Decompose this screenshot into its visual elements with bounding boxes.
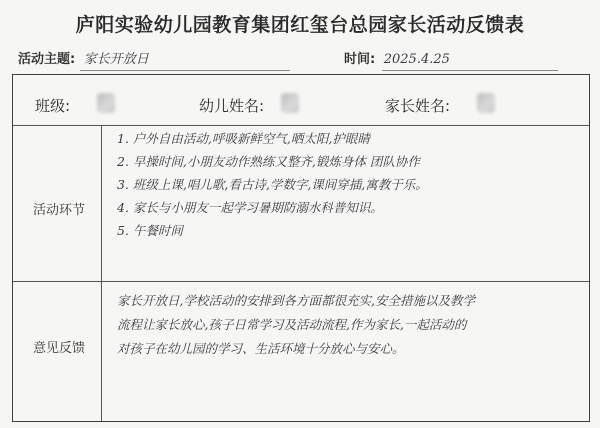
feedback-label: 意见反馈 xyxy=(33,341,86,356)
parent-name-redacted xyxy=(477,93,495,113)
child-name-label: 幼儿姓名: xyxy=(199,97,265,115)
form-table xyxy=(12,74,590,422)
activity-step: 3. 班级上课,唱儿歌,看古诗,学数字,课间穿插,寓教于乐。 xyxy=(117,177,428,192)
activity-theme-field xyxy=(18,48,149,67)
activity-time-value: 2025.4.25 xyxy=(383,52,450,67)
activity-theme-label: 活动主题: xyxy=(18,52,76,67)
activity-steps-label: 活动环节 xyxy=(33,203,86,218)
activity-time-label: 时间: xyxy=(344,52,376,67)
activity-step: 5. 午餐时间 xyxy=(117,223,183,238)
feedback-line: 流程让家长放心,孩子日常学习及活动流程,作为家长,一起活动的 xyxy=(117,317,467,332)
class-value-redacted xyxy=(97,93,115,113)
time-underline xyxy=(382,70,558,71)
feedback-line: 对孩子在幼儿园的学习、生活环境十分放心与安心。 xyxy=(117,341,405,356)
row-divider-2 xyxy=(13,281,589,282)
activity-steps-list xyxy=(117,129,577,244)
feedback-text xyxy=(117,291,581,363)
form-title: 庐阳实验幼儿园教育集团红玺台总园家长活动反馈表 xyxy=(75,14,525,36)
activity-time-field xyxy=(344,48,450,67)
activity-step: 1. 户外自由活动,呼吸新鲜空气,晒太阳,护眼睛 xyxy=(117,131,370,146)
activity-step: 4. 家长与小朋友一起学习暑期防溺水科普知识。 xyxy=(117,200,383,215)
class-label: 班级: xyxy=(35,97,71,115)
parent-name-label: 家长姓名: xyxy=(385,97,451,115)
theme-underline xyxy=(80,70,290,71)
activity-theme-value: 家长开放日 xyxy=(83,52,149,67)
row-divider-1 xyxy=(13,125,589,126)
child-name-redacted xyxy=(281,93,299,113)
column-divider xyxy=(101,125,102,421)
activity-step: 2. 早操时间,小朋友动作熟练又整齐,锻炼身体 团队协作 xyxy=(117,154,420,169)
feedback-line: 家长开放日,学校活动的安排到各方面都很充实,安全措施以及教学 xyxy=(117,293,475,308)
